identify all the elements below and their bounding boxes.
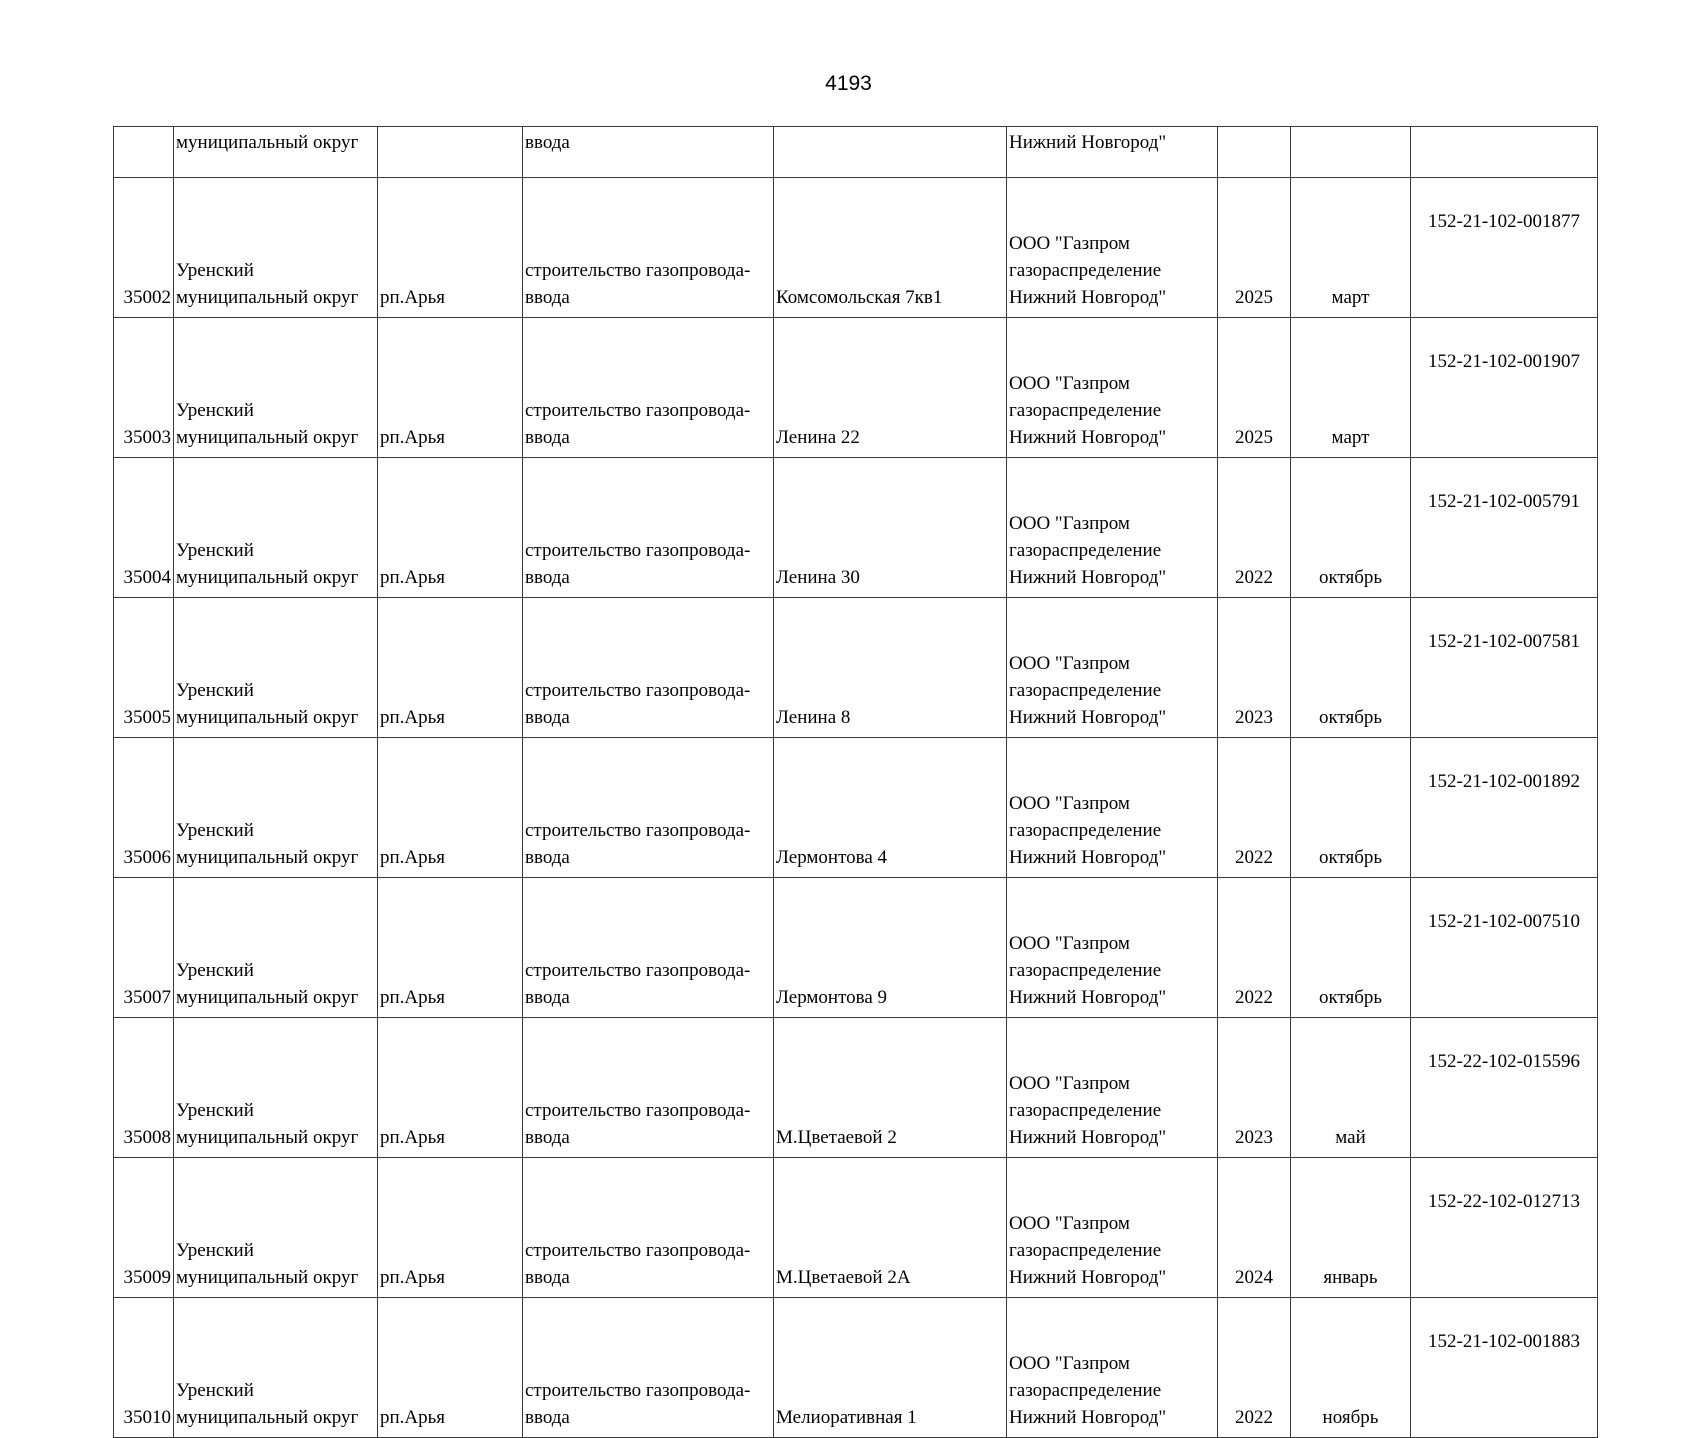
org-line-2: газораспределение — [1009, 1380, 1162, 1401]
cell-number: 35010 — [114, 1298, 174, 1438]
gas-pipeline-table — [113, 126, 1598, 1438]
cell-work — [523, 1298, 774, 1438]
cell-year: 2022 — [1218, 1298, 1291, 1438]
cell-month: март — [1291, 318, 1411, 458]
work-line-2: ввода — [525, 1127, 570, 1148]
cell-year: 2025 — [1218, 318, 1291, 458]
district-line-2: муниципальный округ — [176, 1407, 359, 1428]
cell-work — [523, 178, 774, 318]
cell-district — [174, 1158, 378, 1298]
org-line-1: ООО "Газпром — [1009, 793, 1130, 814]
cell-code: 152-21-102-001892 — [1411, 738, 1598, 878]
cell-organization — [1007, 318, 1218, 458]
org-line-1: ООО "Газпром — [1009, 1213, 1130, 1234]
cell-address: Ленина 8 — [774, 598, 1007, 738]
work-line-2: ввода — [525, 847, 570, 868]
work-line-2: ввода — [525, 287, 570, 308]
cell-district — [174, 738, 378, 878]
org-line-3: Нижний Новгород" — [1009, 287, 1167, 308]
work-line-1: строительство газопровода- — [525, 260, 751, 281]
cell-address: Ленина 30 — [774, 458, 1007, 598]
cell-address: Лермонтова 9 — [774, 878, 1007, 1018]
org-line-2: газораспределение — [1009, 540, 1162, 561]
org-line-3: Нижний Новгород" — [1009, 1407, 1167, 1428]
cell-work — [523, 318, 774, 458]
cell-year: 2022 — [1218, 878, 1291, 1018]
table-row — [114, 178, 1598, 318]
work-line-1: строительство газопровода- — [525, 820, 751, 841]
cell-work — [523, 1158, 774, 1298]
org-line-3: Нижний Новгород" — [1009, 987, 1167, 1008]
cell-address: Мелиоративная 1 — [774, 1298, 1007, 1438]
cell-year: 2023 — [1218, 598, 1291, 738]
cell-address — [774, 127, 1007, 178]
table-row — [114, 878, 1598, 1018]
work-line-1: строительство газопровода- — [525, 400, 751, 421]
cell-month: май — [1291, 1018, 1411, 1158]
cell-code: 152-21-102-007510 — [1411, 878, 1598, 1018]
cell-year: 2022 — [1218, 458, 1291, 598]
org-line-3: Нижний Новгород" — [1009, 847, 1167, 868]
cell-locality: рп.Арья — [378, 178, 523, 318]
cell-code: 152-21-102-005791 — [1411, 458, 1598, 598]
district-line-1: Уренский — [176, 1240, 254, 1261]
cell-code: 152-21-102-007581 — [1411, 598, 1598, 738]
district-line-1: Уренский — [176, 1100, 254, 1121]
district-line-2: муниципальный округ — [176, 1127, 359, 1148]
district-line-1: Уренский — [176, 540, 254, 561]
cell-district — [174, 458, 378, 598]
cell-work — [523, 1018, 774, 1158]
cell-address: Комсомольская 7кв1 — [774, 178, 1007, 318]
cell-organization — [1007, 598, 1218, 738]
cell-district — [174, 1298, 378, 1438]
cell-number: 35008 — [114, 1018, 174, 1158]
work-line-1: строительство газопровода- — [525, 1380, 751, 1401]
cell-locality: рп.Арья — [378, 1298, 523, 1438]
cell-district — [174, 878, 378, 1018]
work-line-2: ввода — [525, 1267, 570, 1288]
cell-locality: рп.Арья — [378, 598, 523, 738]
cell-organization — [1007, 738, 1218, 878]
cell-locality: рп.Арья — [378, 878, 523, 1018]
district-line-2: муниципальный округ — [176, 1267, 359, 1288]
work-line-1: строительство газопровода- — [525, 1240, 751, 1261]
cell-address: М.Цветаевой 2А — [774, 1158, 1007, 1298]
table-row — [114, 1158, 1598, 1298]
org-line-1: ООО "Газпром — [1009, 653, 1130, 674]
cell-locality: рп.Арья — [378, 458, 523, 598]
table-row — [114, 318, 1598, 458]
cell-district — [174, 318, 378, 458]
org-line-1: ООО "Газпром — [1009, 513, 1130, 534]
org-line-3: Нижний Новгород" — [1009, 1267, 1167, 1288]
cell-number: 35006 — [114, 738, 174, 878]
cell-organization — [1007, 1298, 1218, 1438]
district-line-1: Уренский — [176, 960, 254, 981]
org-line-2: газораспределение — [1009, 1100, 1162, 1121]
cell-locality: рп.Арья — [378, 1018, 523, 1158]
org-line-3: Нижний Новгород" — [1009, 707, 1167, 728]
cell-month: октябрь — [1291, 458, 1411, 598]
cell-year: 2024 — [1218, 1158, 1291, 1298]
cell-code: 152-22-102-015596 — [1411, 1018, 1598, 1158]
district-line-2: муниципальный округ — [176, 427, 359, 448]
cell-month — [1291, 127, 1411, 178]
cell-locality — [378, 127, 523, 178]
district-line-1: Уренский — [176, 260, 254, 281]
work-line-2: ввода — [525, 567, 570, 588]
table-body — [114, 127, 1598, 1438]
table-row-continuation — [114, 127, 1598, 178]
cell-work — [523, 598, 774, 738]
cell-address: М.Цветаевой 2 — [774, 1018, 1007, 1158]
cell-number: 35007 — [114, 878, 174, 1018]
cell-locality: рп.Арья — [378, 318, 523, 458]
cell-number — [114, 127, 174, 178]
work-line-1: строительство газопровода- — [525, 680, 751, 701]
cell-year — [1218, 127, 1291, 178]
cell-number: 35004 — [114, 458, 174, 598]
cell-year: 2023 — [1218, 1018, 1291, 1158]
cell-code — [1411, 127, 1598, 178]
work-line-2: ввода — [525, 707, 570, 728]
org-line-2: газораспределение — [1009, 260, 1162, 281]
cell-number: 35009 — [114, 1158, 174, 1298]
work-line-2: ввода — [525, 427, 570, 448]
cell-organization — [1007, 1018, 1218, 1158]
work-line-2: ввода — [525, 1407, 570, 1428]
table-row — [114, 1018, 1598, 1158]
cell-code: 152-22-102-012713 — [1411, 1158, 1598, 1298]
org-line-1: ООО "Газпром — [1009, 233, 1130, 254]
cell-month: октябрь — [1291, 598, 1411, 738]
org-line-2: газораспределение — [1009, 820, 1162, 841]
district-line-1: Уренский — [176, 680, 254, 701]
cell-organization — [1007, 878, 1218, 1018]
district-line-1: Уренский — [176, 400, 254, 421]
org-line-2: газораспределение — [1009, 960, 1162, 981]
cell-organization — [1007, 178, 1218, 318]
cell-year: 2022 — [1218, 738, 1291, 878]
district-line-2: муниципальный округ — [176, 847, 359, 868]
org-line-1: ООО "Газпром — [1009, 373, 1130, 394]
cell-code: 152-21-102-001883 — [1411, 1298, 1598, 1438]
cell-code: 152-21-102-001907 — [1411, 318, 1598, 458]
org-line-2: газораспределение — [1009, 680, 1162, 701]
cell-code: 152-21-102-001877 — [1411, 178, 1598, 318]
district-line-2: муниципальный округ — [176, 987, 359, 1008]
cell-address: Лермонтова 4 — [774, 738, 1007, 878]
cell-month: ноябрь — [1291, 1298, 1411, 1438]
cell-district — [174, 1018, 378, 1158]
cell-organization — [1007, 458, 1218, 598]
cell-district — [174, 178, 378, 318]
org-line-3: Нижний Новгород" — [1009, 567, 1167, 588]
cell-work — [523, 738, 774, 878]
cell-address: Ленина 22 — [774, 318, 1007, 458]
cell-work: ввода — [523, 127, 774, 178]
cell-work — [523, 878, 774, 1018]
table-row — [114, 598, 1598, 738]
org-line-1: ООО "Газпром — [1009, 933, 1130, 954]
cell-district — [174, 598, 378, 738]
district-line-2: муниципальный округ — [176, 567, 359, 588]
cell-year: 2025 — [1218, 178, 1291, 318]
cell-district: муниципальный округ — [174, 127, 378, 178]
cell-number: 35002 — [114, 178, 174, 318]
table-row — [114, 458, 1598, 598]
org-line-2: газораспределение — [1009, 1240, 1162, 1261]
org-line-1: ООО "Газпром — [1009, 1353, 1130, 1374]
cell-organization: Нижний Новгород" — [1007, 127, 1218, 178]
table-row — [114, 1298, 1598, 1438]
cell-organization — [1007, 1158, 1218, 1298]
district-line-2: муниципальный округ — [176, 707, 359, 728]
page-number: 4193 — [825, 72, 872, 95]
org-line-3: Нижний Новгород" — [1009, 427, 1167, 448]
work-line-1: строительство газопровода- — [525, 1100, 751, 1121]
work-line-1: строительство газопровода- — [525, 960, 751, 981]
cell-number: 35005 — [114, 598, 174, 738]
cell-work — [523, 458, 774, 598]
org-line-2: газораспределение — [1009, 400, 1162, 421]
cell-locality: рп.Арья — [378, 738, 523, 878]
cell-month: октябрь — [1291, 878, 1411, 1018]
cell-month: октябрь — [1291, 738, 1411, 878]
org-line-1: ООО "Газпром — [1009, 1073, 1130, 1094]
cell-month: март — [1291, 178, 1411, 318]
district-line-1: Уренский — [176, 1380, 254, 1401]
cell-number: 35003 — [114, 318, 174, 458]
org-line-3: Нижний Новгород" — [1009, 1127, 1167, 1148]
cell-month: январь — [1291, 1158, 1411, 1298]
district-line-2: муниципальный округ — [176, 287, 359, 308]
work-line-2: ввода — [525, 987, 570, 1008]
work-line-1: строительство газопровода- — [525, 540, 751, 561]
table-row — [114, 738, 1598, 878]
cell-locality: рп.Арья — [378, 1158, 523, 1298]
district-line-1: Уренский — [176, 820, 254, 841]
